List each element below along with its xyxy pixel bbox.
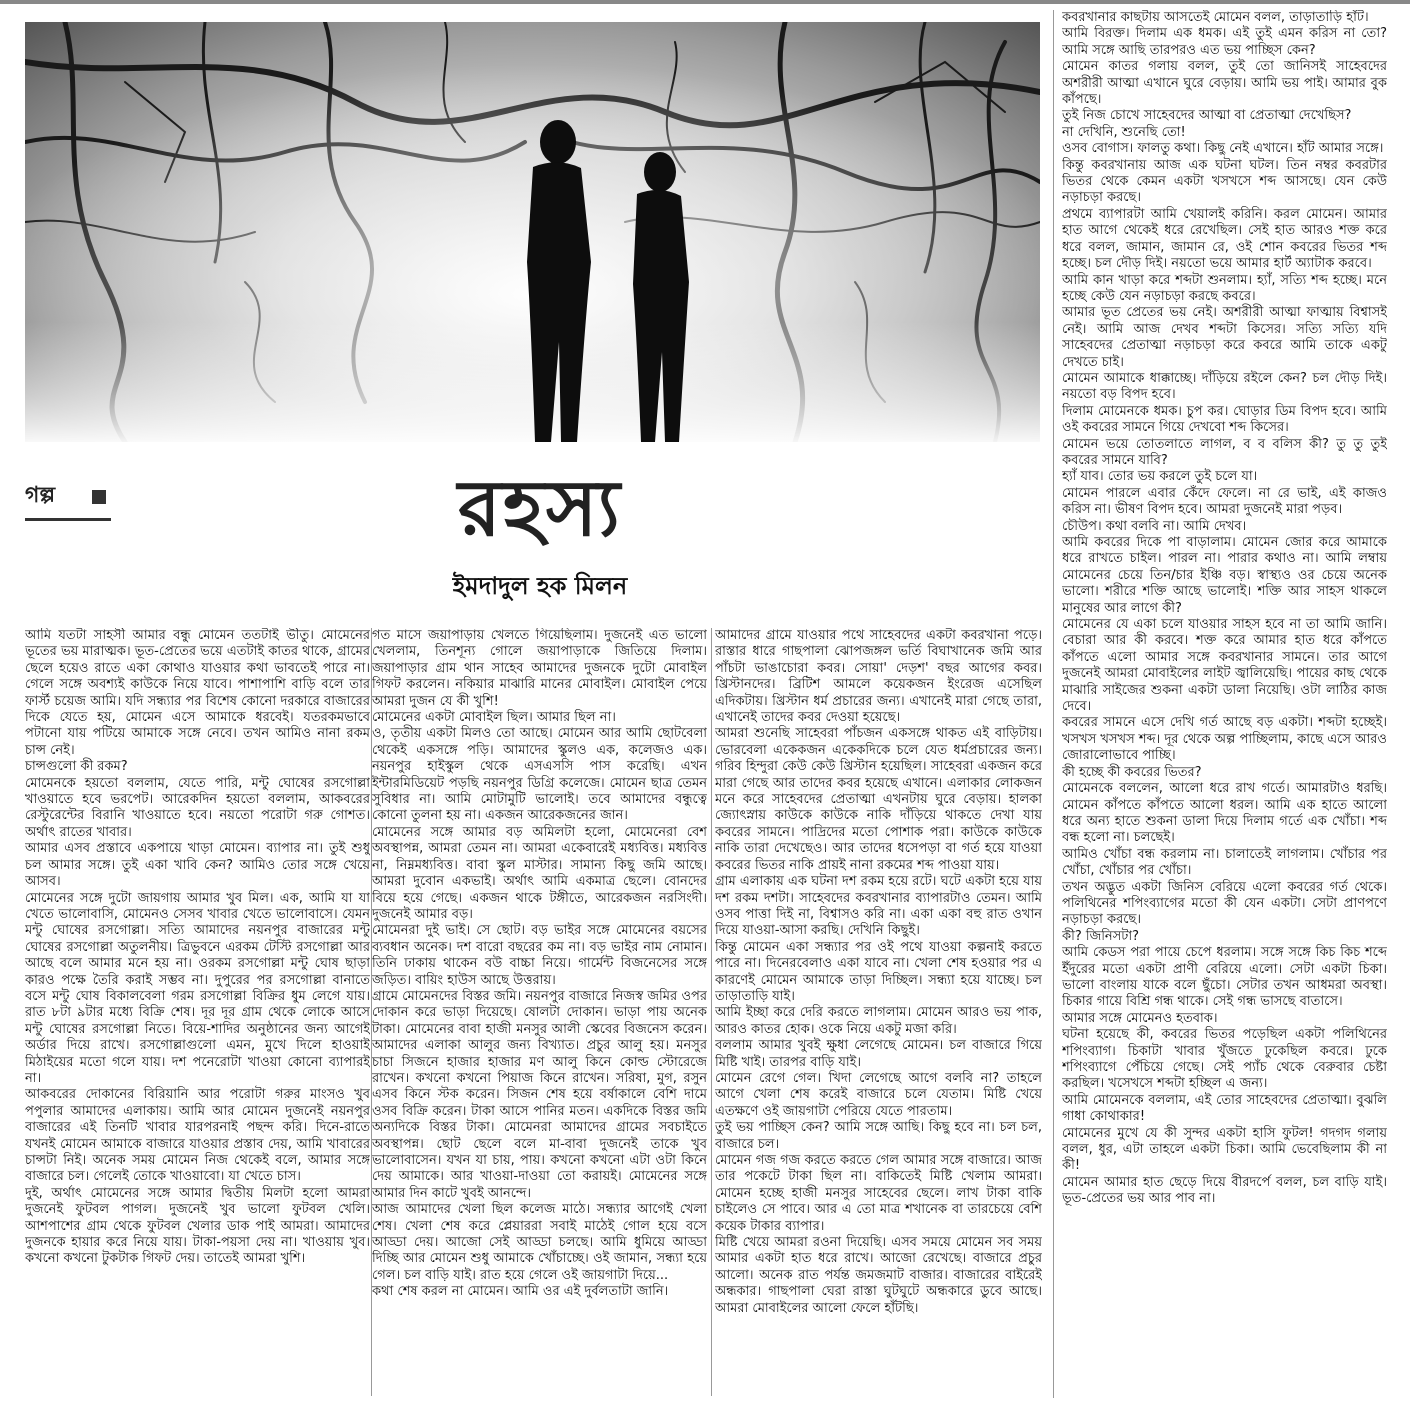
paragraph: মোমেন আমাকে ধাক্কাচ্ছে। দাঁড়িয়ে রইলে কেন? চল দৌড় দিই। নয়তো বড় বিপদ হবে। — [1062, 370, 1387, 403]
story-column-2 — [372, 628, 707, 1396]
paragraph: ওসব বোগাস। ফালতু কথা। কিছু নেই এখানে। হাঁট আমার সঙ্গে। — [1062, 141, 1384, 157]
paragraph: মোমেনরা দুই ভাই। সে ছোট। বড় ভাইর সঙ্গে মোমেনের বয়সের ব্যবধান অনেক। দশ বারো বছরের কম না। বড় ভাইর নাম নোমান। তিনি ঢাকায় থাকেন বউ বাচ্চা নিয়ে। গার্মেন্ট বিজনেসের সঙ্গে জড়িত। বায়িং হাউস আছে উত্তরায়। — [372, 923, 707, 988]
paragraph: চৌউপ। কথা বলবি না। আমি দেখব। — [1062, 518, 1247, 534]
paragraph: মোমেন ভয়ে তোতলাতে লাগল, ব ব বলিস কী? তু তু তুই কবরের সামনে যাবি? — [1062, 436, 1387, 468]
paragraph: না দেখিনি, শুনেছি তো! — [1062, 124, 1186, 140]
story-illustration — [25, 22, 1040, 442]
paragraph: কথা শেষ করল না মোমেন। আমি ওর এই দুর্বলতাটা জানি। — [372, 1284, 669, 1300]
paragraph: বললাম আমার খুবই ক্ষুধা লেগেছে মোমেন। চল বাজারে গিয়ে মিষ্টি খাই। তারপর বাড়ি যাই। — [715, 1038, 1042, 1070]
paragraph: মোমেন রেগে গেল। খিদা লেগেছে আগে বলবি না? তাহলে আগে খেলা শেষ করেই বাজারে চলে যেতাম। মিষ্টি খেয়ে এতক্ষণে ওই জায়গাটা পেরিয়ে যেতে পারতাম। — [715, 1070, 1042, 1119]
paragraph: আমি ইচ্ছা করে দেরি করতে লাগলাম। মোমেন আরও ভয় পাক, আরও কাতর হোক। ওকে নিয়ে একটু মজা করি। — [715, 1005, 1042, 1037]
paragraph: হ্যাঁ যাব। তোর ভয় করলে তুই চলে যা। — [1062, 469, 1258, 485]
paragraph: আমি যতটা সাহসী আমার বন্ধু মোমেন ততটাই ভীতু। মোমেনের ভূতের ভয় মারাত্মক। ভূত-প্রেতের ভয়ে এতটাই কাতর থাকে, গ্রামের ছেলে হয়েও রাতে একা কোথাও যাওয়ার কথা ভাবতেই পারে না। গেলে সঙ্গে অবশ্যই কাউকে নিয়ে যাবে। পাশাপাশি বাড়ি বলে তার ফার্স্ট চয়েজ আমি। যদি সন্ধ্যার পর বিশেষ কোনো দরকারে বাজারের দিকে যেতে হয়, মোমেন এসে আমাকে ধরবেই। যতরকমভাবে পটানো যায় পটিয়ে আমাকে সঙ্গে নেবে। তখন আমিও নানা রকম চান্স নেই। — [25, 628, 370, 758]
paragraph: গত মাসে জয়াপাড়ায় খেলতে গিয়েছিলাম। দুজনেই এত ভালো খেললাম, তিনশূন্য গোলে জয়াপাড়াকে জিতিয়ে দিলাম। জয়াপাড়ার গ্রাম থান সাহেব আমাদের দুজনকে দুটো মোবাইল গিফট করলেন। নকিয়ার মাঝারি মানের মোবাইল। মোবাইল পেয়ে আমরা দুজন যে কী খুশি! — [372, 628, 707, 709]
paragraph: মোমেনের যে একা চলে যাওয়ার সাহস হবে না তা আমি জানি। বেচারা আর কী করবে। শক্ত করে আমার হাত ধরে কাঁপতে কাঁপতে এলো আমার সঙ্গে কবরখানার সামনে। তার আগে দুজনেই আমরা মোবাইলের লাইট জ্বালিয়েছি। পায়ের কাছ থেকে মাঝারি সাইজের শুকনা একটা ডালা নিয়েছি। ওটা লাঠির কাজ দেবে। — [1062, 617, 1387, 715]
paragraph: তখন অদ্ভুত একটা জিনিস বেরিয়ে এলো কবরের গর্ত থেকে। পলিথিনের শপিংব্যাগের মতো কী যেন একটা। সেটা প্রাণপণে নড়াচড়া করছে। — [1062, 879, 1387, 928]
paragraph: মোমেনের সঙ্গে আমার বড় অমিলটা হলো, মোমেনেরা বেশ অবস্থাপন্ন, আমরা তেমন না। আমরা একেবারেই মধ্যবিত্ত। মধ্যবিত্ত না, নিম্নমধ্যবিত্ত। বাবা স্কুল মাস্টার। সামান্য কিছু জমি আছে। আমরা দুবোন একভাই। অর্থাৎ আমি একমাত্র ছেলে। বোনদের বিয়ে হয়ে গেছে। একজন থাকে টঙ্গীতে, আরেকজন নরসিংদী। দুজনেই আমার বড়। — [372, 824, 707, 922]
paragraph: ও, তৃতীয় একটা মিলও তো আছে। মোমেন আর আমি ছোটবেলা থেকেই একসঙ্গে পড়ি। আমাদের স্কুলও এক, কলেজও এক। নয়নপুর হাইস্কুল থেকে এসএসসি পাস করেছি। এখন ইন্টারমিডিয়েট পড়ছি নয়নপুর ডিগ্রি কলেজে। মোমেন ছাত্র তেমন সুবিধার না। আমি মোটামুটি ভালোই। তবে আমাদের বন্ধুত্বে কোনো তুলনা হয় না। একজন আরেকজনের জান। — [372, 726, 707, 824]
paragraph: দিলাম মোমেনকে ধমক। চুপ কর। ঘোড়ার ডিম বিপদ হবে। আমি ওই কবরের সামনে গিয়ে দেখবো শব্দ কিসের। — [1062, 403, 1387, 436]
paragraph: মোমেনের সঙ্গে দুটো জায়গায় আমার খুব মিল। এক, আমি যা যা খেতে ভালোবাসি, মোমেনও সেসব খাবার খেতে ভালোবাসে। যেমন মন্টু ঘোষের রসগোল্লা। সত্যি আমাদের নয়নপুর বাজারের মন্টু ঘোষের রসগোল্লা অতুলনীয়। ত্রিভুবনে এরকম টেস্টি রসগোল্লা আর আছে বলে আমার মনে হয় না। ওরকম রসগোল্লা মন্টু ঘোষ ছাড়া কারও পক্ষে তৈরি করাই সম্ভব না। দুপুরের পর রসগোল্লা বানাতে বসে মন্টু ঘোষ বিকালবেলা গরম রসগোল্লা বিক্রির ধুম লেগে যায়। রাত ৮টা ৯টার মধ্যে বিক্রি শেষ। দূর দূর গ্রাম থেকে লোকে আসে মন্টু ঘোষের রসগোল্লা নিতে। বিয়ে-শাদির অনুষ্ঠানের জন্য আগেই অর্ডার দিয়ে রাখে। রসগোল্লাগুলো এমন, মুখে দিলে হাওয়াই মিঠাইয়ের মতো গলে যায়। দশ পনেরোটা খাওয়া কোনো ব্যাপারই না। — [25, 890, 370, 1086]
paragraph: তুই ভয় পাচ্ছিস কেন? আমি সঙ্গে আছি। কিছু হবে না। চল চল, বাজারে চল। — [715, 1120, 1042, 1152]
story-title: রহস্য — [457, 463, 623, 554]
paragraph: মোমেন কাতর গলায় বলল, তুই তো জানিসই সাহেবদের অশরীরী আত্মা এখানে ঘুরে বেড়ায়। আমি ভয় পাই। আমার বুক কাঁপছে। — [1062, 59, 1387, 108]
paragraph: আমার এসব প্রস্তাবে একপায়ে খাড়া মোমেন। ব্যাপার না। তুই শুধু চল আমার সঙ্গে। তুই একা খাবি কেন? আমিও তোর সঙ্গে খেয়ে আসব। — [25, 841, 370, 890]
paragraph: মোমেন আমার হাত ছেড়ে দিয়ে বীরদর্পে বলল, চল বাড়ি যাই। ভূত-প্রেতের ভয় আর পাব না। — [1062, 1174, 1387, 1207]
paragraph: কবরখানার কাছটায় আসতেই মোমেন বলল, তাড়াতাড়ি হাঁট। — [1062, 10, 1369, 25]
paragraph: মিষ্টি খেয়ে আমরা রওনা দিয়েছি। এসব সময়ে মোমেন সব সময় আমার একটা হাত ধরে রাখে। আজো রেখেছে। বাজারে প্রচুর আলো। অনেক রাত পর্যন্ত জমজমাট বাজার। বাজারের বাইরেই অন্ধকার। গাছপালা ঘেরা রাস্তা ঘুটঘুটে অন্ধকারে ডুবে আছে। আমরা মোবাইলের আলো ফেলে হাঁটছি। — [715, 1235, 1042, 1316]
paragraph: গ্রামে মোমেনদের বিস্তর জমি। নয়নপুর বাজারে নিজস্ব জমির ওপর দোকান করে ভাড়া দিয়েছে। ষোলটা দোকান। ভাড়া পায় অনেক টাকা। মোমেনের বাবা হাজী মনসুর আলী স্কেবের বিজনেস করেন। আমাদের এলাকা আলুর জন্য বিখ্যাত। প্রচুর আলু হয়। মনসুর চাচা সিজনে হাজার হাজার মণ আলু কিনে কোল্ড স্টোরেজে রাখেন। কখনো কখনো পিয়াজ কিনে রাখেন। সরিষা, মুগ, রসুন এসব কিনে স্টক করেন। সিজন শেষ হয়ে বর্ষাকালে বেশি দামে ওসব বিক্রি করেন। টাকা আসে পানির মতন। একদিকে বিস্তর জমি অন্যদিকে বিস্তর টাকা। মোমেনরা আমাদের গ্রামের সবচাইতে অবস্থাপন্ন। ছোট ছেলে বলে মা-বাবা দুজনেই তাকে খুব ভালোবাসেন। যখন যা চায়, পায়। কখনো কখনো এটা ওটা কিনে দেয় আমাকে। আর খাওয়া-দাওয়া তো করায়ই। মোমেনের সঙ্গে আমার দিন কাটে খুবই আনন্দে। — [372, 988, 707, 1201]
top-rule — [0, 0, 1410, 4]
author-byline: ইমদাদুল হক মিলন — [452, 571, 628, 600]
paragraph: আমি কান খাড়া করে শব্দটা শুনলাম। হ্যাঁ, সত্যি শব্দ হচ্ছে। মনে হচ্ছে কেউ যেন নড়াচড়া করছে কবরে। — [1062, 272, 1387, 304]
paragraph: গ্রাম এলাকায় এক ঘটনা দশ রকম হয়ে রটে। ঘটে একটা হয়ে যায় দশ রকম দশটা। সাহেবদের কবরখানার ব্যাপারটাও তেমন। আমি ওসব পাত্তা দিই না, বিশ্বাসও করি না। একা একা বহু রাত ওখান দিয়ে যাওয়া-আসা করছি। দেখিনি কিছুই। — [715, 874, 1042, 939]
paragraph: কিন্তু কবরখানায় আজ এক ঘটনা ঘটল। তিন নম্বর কবরটার ভিতর থেকে কেমন একটা খসখসে শব্দ আসছে। যেন কেউ নড়াচড়া করছে। — [1062, 157, 1387, 206]
paragraph: মোমেন পারলে এবার কেঁদে ফেলে। না রে ভাই, এই কাজও করিস না। ভীষণ বিপদ হবে। আমরা দুজনেই মারা পড়ব। — [1062, 485, 1387, 518]
paragraph: কী হচ্ছে কী কবরের ভিতর? — [1062, 764, 1202, 780]
paragraph: কী? জিনিসটা? — [1062, 928, 1140, 944]
paragraph: আমি মোমেনকে বললাম, এই তোর সাহেবদের প্রেতাত্মা। বুঝলি গাধা কোথাকার! — [1062, 1092, 1387, 1125]
paragraph: দুই, অর্থাৎ মোমেনের সঙ্গে আমার দ্বিতীয় মিলটা হলো আমরা দুজনেই ফুটবল পাগল। দুজনেই খুব ভালো ফুটবল খেলি। আশপাশের গ্রাম থেকে ফুটবল খেলার ডাক পাই আমরা। আমাদের দুজনকে হায়ার করে নিয়ে যায়। টাকা-পয়সা দেয় না। খাওয়ায় খুব। কখনো কখনো টুকটাক গিফট দেয়। তাতেই আমরা খুশি। — [25, 1185, 370, 1267]
section-rule — [25, 518, 111, 521]
paragraph: আমি কেডস পরা পায়ে চেপে ধরলাম। সঙ্গে সঙ্গে কিচ কিচ শব্দে ইঁদুরের মতো একটা প্রাণী বেরিয়ে এলো। সেটা একটা চিকা। ভালো বাংলায় যাকে বলে ছুঁচো। সেটার তখন আধমরা অবস্থা। চিকার গায়ে বিশ্রি গন্ধ থাকে। সেই গন্ধ ভাসছে বাতাসে। — [1062, 945, 1387, 1010]
paragraph: কিন্তু মোমেন একা সন্ধ্যার পর ওই পথে যাওয়া কল্পনাই করতে পারে না। দিনেরবেলাও একা যাবে না। খেলা শেষ হওয়ার পর এ কারণেই মোমেন আমাকে তাড়া দিচ্ছিল। সন্ধ্যা হয়ে যাচ্ছে। চল তাড়াতাড়ি যাই। — [715, 939, 1042, 1004]
paragraph: মোমেনকে হয়তো বললাম, যেতে পারি, মন্টু ঘোষের রসগোল্লা খাওয়াতে হবে ভরপেট। আরেকদিন হয়তো বললাম, আকবরের রেস্টুরেন্টের বিরানি খাওয়াতে হবে। নয়তো পরোটা গরু গোশত। অর্থাৎ রাতের খাবার। — [25, 775, 370, 840]
paragraph: চান্সগুলো কী রকম? — [25, 759, 128, 775]
paragraph: আমরা শুনেছি সাহেবরা পাঁচজন একসঙ্গে থাকত এই বাড়িটায়। ভোরবেলা একেকজন একেকদিকে চলে যেত ধর্মপ্রচারের জন্য। গরিব হিন্দুরা কেউ কেউ খ্রিস্টান হয়েছিল। সাহেবরা একজন করে মারা গেছে আর তাদের কবর হয়েছে এখানে। এলাকার লোকজন মনে করে সাহেবদের প্রেতাত্মা এখনটায় ঘুরে বেড়ায়। হালকা জ্যোৎস্নায় কাউকে কাউকে নাকি দাঁড়িয়ে থাকতে দেখা যায় কবরের সামনে। পাদ্রিদের মতো পোশাক পরা। কাউকে কাউকে নাকি তারা দেখেছেও। আর তাদের ধসেপড়া বা গর্ত হয়ে যাওয়া কবরের ভিতর নাকি প্রায়ই নানা রকমের শব্দ পাওয়া যায়। — [715, 726, 1042, 873]
paragraph: মোমেন গজ গজ করতে করতে গেল আমার সঙ্গে বাজারে। আজ তার পকেটে টাকা ছিল না। বাকিতেই মিষ্টি খেলাম আমরা। মোমেন হচ্ছে হাজী মনসুর সাহেবের ছেলে। লাখ টাকা বাকি চাইলেও সে পাবে। আর এ তো মাত্র শখানেক বা তারচেয়ে বেশি কয়েক টাকার ব্যাপার। — [715, 1153, 1042, 1234]
paragraph: আমিও খোঁচা বন্ধ করলাম না। চালাতেই লাগলাম। খোঁচার পর খোঁচা, খোঁচার পর খোঁচা। — [1062, 846, 1387, 879]
section-square-icon — [92, 490, 106, 504]
paragraph: আমি কবরের দিকে পা বাড়ালাম। মোমেন জোর করে আমাকে ধরে রাখতে চাইল। পারল না। পারার কথাও না। আমি লম্বায় মোমেনের চেয়ে তিন/চার ইঞ্চি বড়। স্বাস্থ্যও ওর চেয়ে অনেক ভালো। শরীরে শক্তি আছে ভালোই। শক্তি আর সাহস থাকলে মানুষের আর লাগে কী? — [1062, 535, 1387, 616]
column-divider — [1053, 10, 1054, 1398]
paragraph: মোমেনের একটা মোবাইল ছিল। আমার ছিল না। — [372, 710, 616, 726]
paragraph: ঘটনা হয়েছে কী, কবরের ভিতর পড়েছিল একটা পলিথিনের শপিংব্যাগ। চিকাটা খাবার খুঁজতে ঢুকেছিল কবরে। ঢুকে শপিংব্যাগে পেঁচিয়ে গেছে। সেই প্যাঁচ থেকে বেরুবার চেষ্টা করছিল। খসেখসে শব্দটা হচ্ছিল এ জন্য। — [1062, 1027, 1387, 1092]
paragraph: আকবরের দোকানের বিরিয়ানি আর পরোটা গরুর মাংসও খুব পপুলার আমাদের এলাকায়। আমি আর মোমেন দুজনেই নয়নপুর বাজারের এই তিনটি খাবার যারপরনাই পছন্দ করি। দিনে-রাতে যখনই মোমেন আমাকে বাজারে যাওয়ার প্রস্তাব দেয়, আমি খাবারের চান্সটা নিই। অনেক সময় মোমেন নিজ থেকেই বলে, আমার সঙ্গে বাজারে চল। গেলেই তোকে খাওয়াবো। যা খেতে চাস। — [25, 1087, 370, 1185]
paragraph: আমার ভূত প্রেতের ভয় নেই। অশরীরী আত্মা ফাত্মায় বিশ্বাসই নেই। আমি আজ দেখব শব্দটা কিসের। সত্যি সত্যি যদি সাহেবদের প্রেতাত্মা নড়াচড়া করে কবরে আমি তাকে একটু দেখতে চাই। — [1062, 305, 1387, 370]
column-divider — [711, 628, 712, 1396]
tree-silhouettes-illustration — [25, 22, 1040, 442]
story-column-4 — [1062, 10, 1387, 1398]
story-column-1 — [25, 628, 370, 1396]
story-column-3 — [715, 628, 1042, 1396]
paragraph: মোমেনকে বললেন, আলো ধরে রাখ গর্তে। আমারটাও ধরছি। মোমেন কাঁপতে কাঁপতে আলো ধরল। আমি এক হাতে আলো ধরে অন্য হাতে শুকনা ডালা দিয়ে দিলাম গর্তে এক খোঁচা। শব্দ বন্ধ হলো না। চলছেই। — [1062, 781, 1387, 846]
paragraph: তুই নিজ চোখে সাহেবদের আত্মা বা প্রেতাত্মা দেখেছিস? — [1062, 108, 1352, 124]
paragraph: আজ আমাদের খেলা ছিল কলেজ মাঠে। সন্ধ্যার আগেই খেলা শেষ। খেলা শেষ করে প্লেয়াররা সবাই মাঠেই গোল হয়ে বসে আড্ডা দেয়। আজো সেই আড্ডা চলছে। আমি ধুমিয়ে আড্ডা দিচ্ছি আর মোমেন শুধু আমাকে খোঁচাচ্ছে। ওই জামান, সন্ধ্যা হয়ে গেল। চল বাড়ি যাই। রাত হয়ে গেলে ওই জায়গাটা দিয়ে... — [372, 1202, 707, 1283]
paragraph: আমি বিরক্ত। দিলাম এক ধমক। এই তুই এমন করিস না তো? আমি সঙ্গে আছি তারপরও এত ভয় পাচ্ছিস কেন? — [1062, 26, 1387, 58]
paragraph: প্রথমে ব্যাপারটা আমি খেয়ালই করিনি। করল মোমেন। আমার হাত আগে থেকেই ধরে রেখেছিল। সেই হাত আরও শক্ত করে ধরে বলল, জামান, জামান রে, ওই শোন কবরের ভিতর শব্দ হচ্ছে। চল দৌড় দিই। নয়তো ভয়ে আমার হার্ট অ্যাটাক করবে। — [1062, 206, 1387, 272]
paragraph: আমাদের গ্রামে যাওয়ার পথে সাহেবদের একটা কবরখানা পড়ে। রাস্তার ধারে গাছপালা ঝোপজঙ্গল ভর্তি বিঘাখানেক জমি আর পাঁচটা ভাঙাচোরা কবর। সোয়া' দেড়শ' বছর আগের কবর। খ্রিস্টানদের। ব্রিটিশ আমলে কয়েকজন ইংরেজ এসেছিল এদিকটায়। খ্রিস্টান ধর্ম প্রচারের জন্য। এখানেই মারা গেছে তারা, এখানেই তাদের কবর দেওয়া হয়েছে। — [715, 628, 1042, 726]
paragraph: মোমেনের মুখে যে কী সুন্দর একটা হাসি ফুটল! গদগদ গলায় বলল, ধুর, এটা তাহলে একটা চিকা। আমি ভেবেছিলাম কী না কী! — [1062, 1125, 1387, 1174]
paragraph: আমার সঙ্গে মোমেনও হতবাক। — [1062, 1010, 1218, 1026]
section-label: গল্প — [25, 483, 56, 508]
paragraph: কবরের সামনে এসে দেখি গর্ত আছে বড় একটা। শব্দটা হচ্ছেই। খসখস খসখস শব্দ। দূর থেকে অল্প পাচ্ছিলাম, কাছে এসে আরও জোরালোভাবে পাচ্ছি। — [1062, 715, 1387, 764]
